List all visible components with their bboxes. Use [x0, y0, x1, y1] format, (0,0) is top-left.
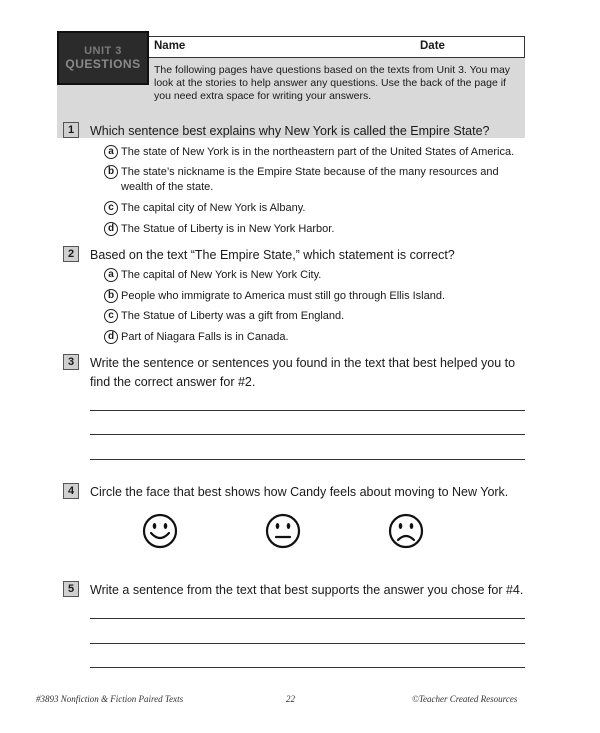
answer-line[interactable]	[90, 618, 525, 619]
option-text: The Statue of Liberty is in New York Harbor.	[121, 223, 335, 235]
date-label: Date	[420, 40, 445, 52]
option-bubble[interactable]: c	[104, 201, 118, 215]
question-text: Circle the face that best shows how Candy feels about moving to New York.	[90, 485, 509, 499]
option-d[interactable]	[104, 222, 524, 237]
option-a[interactable]	[104, 145, 524, 160]
instructions-text: The following pages have questions based on the texts from Unit 3. You may look at the stories to help answer any questions. Use the back of the page if you need extra space for writing your answers.	[154, 64, 511, 102]
option-a[interactable]	[104, 268, 524, 283]
questions-label: QUESTIONS	[65, 57, 141, 71]
option-text: People who immigrate to America must still go through Ellis Island.	[121, 290, 446, 302]
option-d[interactable]	[104, 330, 524, 345]
question-number: 1	[63, 122, 79, 138]
option-bubble[interactable]: d	[104, 222, 118, 236]
option-c[interactable]	[104, 309, 524, 324]
option-bubble[interactable]: a	[104, 268, 118, 282]
option-text: The capital of New York is New York City.	[121, 269, 322, 281]
option-text: The state’s nickname is the Empire State because of the many resources and wealth of the state.	[121, 166, 499, 193]
footer-page-number: 22	[286, 694, 295, 704]
option-b[interactable]	[104, 165, 524, 195]
question-text: Based on the text “The Empire State,” which statement is correct?	[90, 248, 455, 262]
footer-book-title: #3893 Nonfiction & Fiction Paired Texts	[36, 694, 184, 704]
name-label: Name	[154, 40, 186, 52]
option-text: Part of Niagara Falls is in Canada.	[121, 331, 289, 343]
question-number: 4	[63, 483, 79, 499]
question-number: 5	[63, 581, 79, 597]
question-number: 3	[63, 354, 79, 370]
option-bubble[interactable]: a	[104, 145, 118, 159]
question-number: 2	[63, 246, 79, 262]
option-bubble[interactable]: d	[104, 330, 118, 344]
footer-publisher: ©Teacher Created Resources	[412, 694, 518, 704]
option-text: The Statue of Liberty was a gift from England.	[121, 310, 345, 322]
option-text: The state of New York is in the northeastern part of the United States of America.	[121, 146, 515, 158]
name-date-bar	[147, 36, 525, 58]
answer-line[interactable]	[90, 410, 525, 411]
neutral-face-icon[interactable]	[265, 513, 301, 549]
answer-line[interactable]	[90, 434, 525, 435]
unit-badge	[57, 31, 149, 85]
worksheet-header	[57, 31, 525, 111]
sad-face-icon[interactable]	[388, 513, 424, 549]
happy-face-icon[interactable]	[142, 513, 178, 549]
option-bubble[interactable]: b	[104, 289, 118, 303]
option-text: The capital city of New York is Albany.	[121, 202, 306, 214]
answer-line[interactable]	[90, 643, 525, 644]
option-bubble[interactable]: b	[104, 165, 118, 179]
question-text: Which sentence best explains why New York is called the Empire State?	[90, 124, 490, 138]
option-b[interactable]	[104, 289, 524, 304]
answer-line[interactable]	[90, 459, 525, 460]
question-text: Write a sentence from the text that best supports the answer you chose for #4.	[90, 583, 524, 597]
answer-line[interactable]	[90, 667, 525, 668]
unit-label: UNIT 3	[84, 45, 122, 57]
question-text: Write the sentence or sentences you found in the text that best helped you to find the correct answer for #2.	[90, 356, 516, 389]
option-c[interactable]	[104, 201, 524, 216]
option-bubble[interactable]: c	[104, 309, 118, 323]
